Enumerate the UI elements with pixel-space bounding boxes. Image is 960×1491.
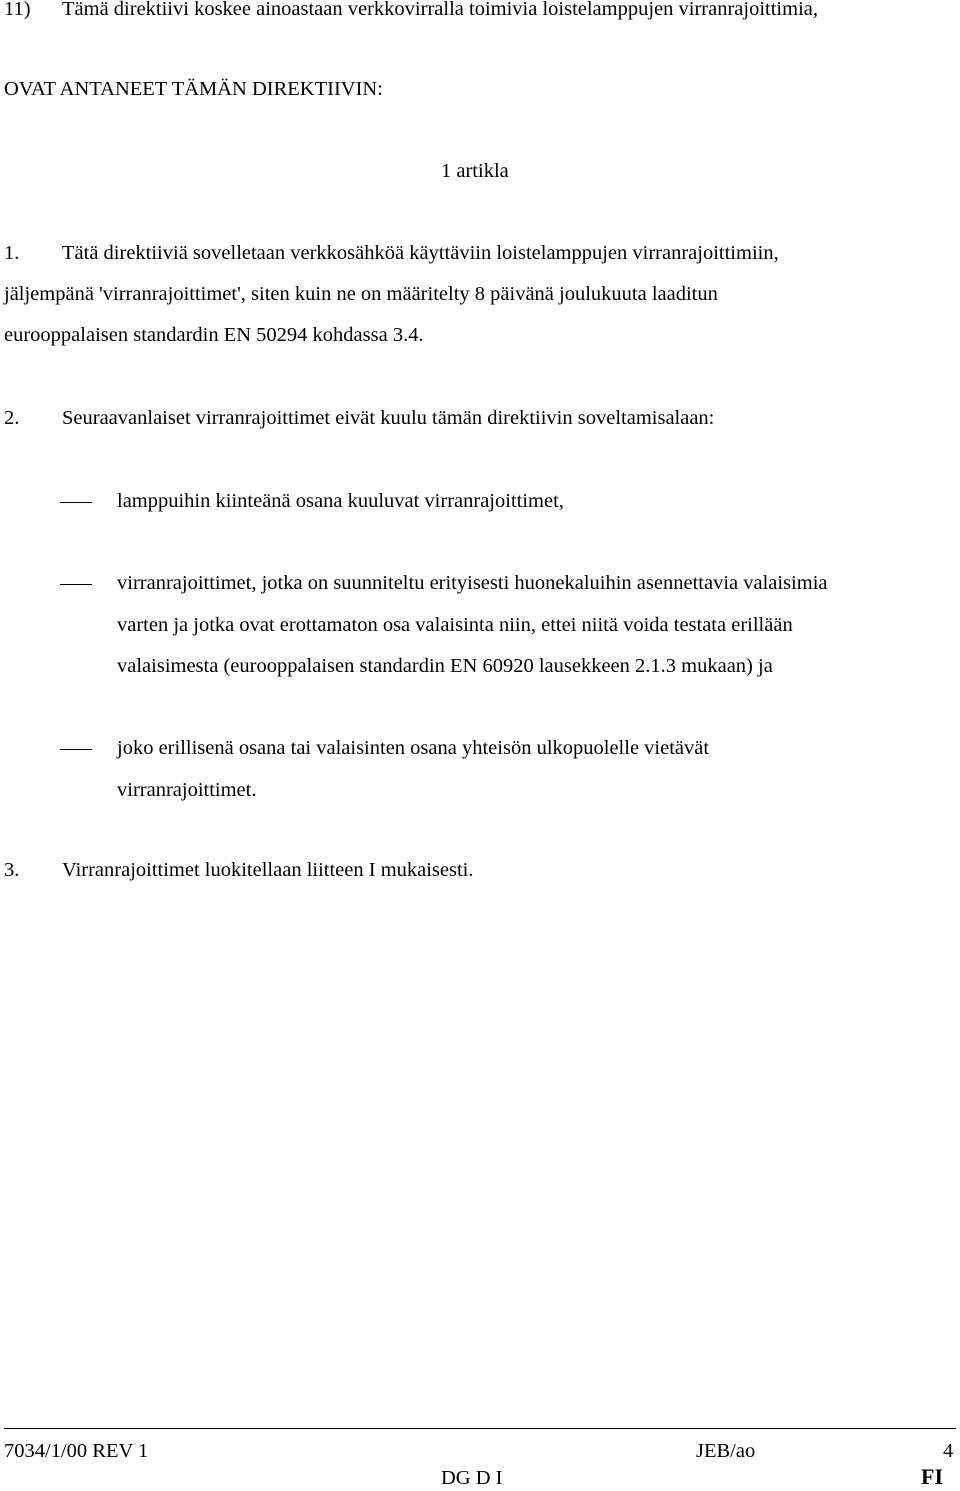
list-item-1-line-1: lamppuihin kiinteänä osana kuuluvat virranrajoittimet, — [117, 490, 564, 512]
footer-language-code: FI — [921, 1464, 943, 1489]
list-dash — [60, 502, 92, 503]
article-title: 1 artikla — [441, 160, 509, 182]
recital-number: 11) — [4, 0, 31, 20]
list-item-2-line-1: virranrajoittimet, jotka on suunniteltu erityisesti huonekaluihin asennettavia valaisimia — [117, 572, 828, 594]
para2-number: 2. — [4, 407, 20, 429]
list-item-2-line-3: valaisimesta (eurooppalaisen standardin EN 60920 lausekkeen 2.1.3 mukaan) ja — [117, 655, 773, 677]
list-dash — [60, 749, 92, 750]
para1-number: 1. — [4, 242, 20, 264]
footer-page-number: 4 — [943, 1440, 954, 1462]
para2-text: Seuraavanlaiset virranrajoittimet eivät kuulu tämän direktiivin soveltamisalaan: — [62, 407, 715, 429]
para1-line-1: Tätä direktiiviä sovelletaan verkkosähköä käyttäviin loistelamppujen virranrajoittimiin, — [62, 242, 779, 264]
recital-text: Tämä direktiivi koskee ainoastaan verkkovirralla toimivia loistelamppujen virranrajoittimia, — [62, 0, 818, 20]
para1-line-3: eurooppalaisen standardin EN 50294 kohdassa 3.4. — [4, 324, 424, 346]
para1-line-2: jäljempänä 'virranrajoittimet', siten kuin ne on määritelty 8 päivänä joulukuuta laaditun — [4, 283, 718, 305]
para3-text: Virranrajoittimet luokitellaan liitteen I mukaisesti. — [62, 859, 474, 881]
footer-directorate: DG D I — [441, 1467, 503, 1489]
footer-doc-ref: 7034/1/00 REV 1 — [4, 1440, 149, 1462]
list-item-2-line-2: varten ja jotka ovat erottamaton osa valaisinta niin, ettei niitä voida testata erillään — [117, 614, 793, 636]
list-dash — [60, 584, 92, 585]
footer-divider — [4, 1428, 956, 1429]
enacting-clause: OVAT ANTANEET TÄMÄN DIREKTIIVIN: — [4, 78, 383, 100]
footer-initials: JEB/ao — [696, 1440, 756, 1462]
para3-number: 3. — [4, 859, 20, 881]
list-item-3-line-1: joko erillisenä osana tai valaisinten osana yhteisön ulkopuolelle vietävät — [117, 737, 710, 759]
list-item-3-line-2: virranrajoittimet. — [117, 779, 257, 801]
